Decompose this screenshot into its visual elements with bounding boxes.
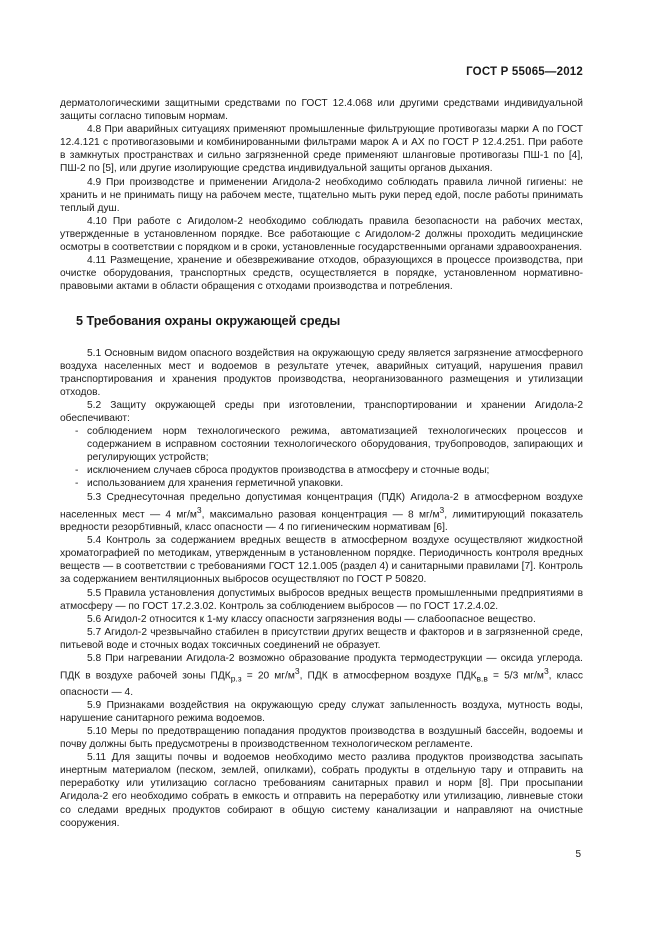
- paragraph-5-11: 5.11 Для защиты почвы и водоемов необходимо место разлива продуктов производства засыпать инертным материалом (песком, землей, опилками), собрать продукты в отдельную тару и отправить на переработку или утилизацию согласно требованиям санитарных правил и норм [8]. При просыпании Агидола-2 его необходимо собрать в емкость и отправить на переработку или утилизацию, ливневые стоки со следами вредных продуктов собирают в общую систему канализации и направляют на очистные сооружения.: [60, 752, 583, 829]
- paragraph-5-8: 5.8 При нагревании Агидола-2 возможно образование продукта термодеструкции — оксида углерода. ПДК в воздухе рабочей зоны $ПДК_{р.з} = 20$ $мг/м^3$, ПДК в атмосферном воздухе $ПДК_{в.в} = 5/3$ $мг/м^3$, класс опасности — 4.: [60, 653, 583, 698]
- superscript: 3: [543, 666, 549, 677]
- paragraph-5-5: 5.5 Правила установления допустимых выбросов вредных веществ промышленными предприятиями в атмосферу — по ГОСТ 17.2.3.02. Контроль за соблюдением выбросов — по ГОСТ 17.2.4.02.: [60, 587, 583, 612]
- section-5-heading: 5 Требования охраны окружающей среды: [76, 314, 341, 329]
- superscript: 3: [196, 504, 202, 515]
- paragraph-5-1: 5.1 Основным видом опасного воздействия на окружающую среду является загрязнение атмосферного воздуха населенных мест и водоемов в результате утечек, аварийных ситуаций, нарушения правил транспортирования и хранения продуктов производства, неорганизованного размещения и утилизации отходов.: [60, 347, 583, 398]
- paragraph-4-10: 4.10 При работе с Агидолом-2 необходимо соблюдать правила безопасности на рабочих местах, утвержденные в установленном порядке. Все работающие с Агидолом-2 должны проходить медицинские осмотры в соответствии с порядком и в сроки, установленные государственными органами здравоохранения.: [60, 215, 583, 254]
- document-id-header: ГОСТ Р 55065—2012: [466, 66, 583, 78]
- page-number: 5: [575, 849, 581, 860]
- paragraph-4-9: 4.9 При производстве и применении Агидола-2 необходимо соблюдать правила личной гигиены: не хранить и не принимать пищу на рабочем месте, тщательно мыть руки перед едой, после работы принимать теплый душ.: [60, 176, 583, 214]
- list-item-text: использованием для хранения герметичной упаковки.: [87, 478, 344, 490]
- paragraph-5-10: 5.10 Меры по предотвращению попадания продуктов производства в воздушный бассейн, водоемы и почву должны быть предусмотрены в производственном технологическом регламенте.: [60, 725, 583, 751]
- list-item: - соблюдением норм технологического режима, автоматизацией технологических процессов и содержанием в исправном состоянии технологического оборудования, трубопроводов, запирающих и регулирующих устройств;: [75, 426, 583, 464]
- subscript: в.в: [476, 673, 488, 684]
- paragraph-5-6: 5.6 Агидол-2 относится к 1-му классу опасности загрязнения воды — слабоопасное вещество.: [87, 613, 536, 625]
- list-item-text: соблюдением норм технологического режима, автоматизацией технологических процессов и содержанием в исправном состоянии технологического оборудования, трубопроводов, запирающих и регулирующих устройств;: [87, 426, 583, 464]
- list-item: - исключением случаев сброса продуктов производства в атмосферу и сточные воды;: [75, 465, 490, 477]
- paragraph-5-7: 5.7 Агидол-2 чрезвычайно стабилен в присутствии других веществ и факторов и в загрязненной среде, питьевой воде и сточных водах токсичных соединений не образует.: [60, 626, 583, 651]
- paragraph-4-8: 4.8 При аварийных ситуациях применяют промышленные фильтрующие противогазы марки А по ГОСТ 12.4.121 с противогазовыми и комбинированными фильтрами марок А и АХ по ГОСТ Р 12.4.251. При работе в замкнутых пространствах и сильно загрязненной среде применяют шланговые противогазы ПШ-1 по [4], ПШ-2 по [5], или другие изолирующие средства индивидуальной защиты органов дыхания.: [60, 124, 583, 175]
- paragraph-5-3: 5.3 Среднесуточная предельно допустимая концентрация (ПДК) Агидола-2 в атмосферном воздухе населенных мест — 4 $мг/м^3$, максимально разовая концентрация — 8 $мг/м^3$, лимитирующий показатель вредности резорбтивный, класс опасности — 4 по гигиеническим нормативам [6].: [60, 491, 583, 534]
- paragraph-continuation: дерматологическими защитными средствами по ГОСТ 12.4.068 или другими средствами индивидуальной защиты согласно типовым нормам.: [60, 98, 583, 123]
- paragraph-5-2: 5.2 Защиту окружающей среды при изготовлении, транспортировании и хранении Агидола-2 обеспечивают:: [60, 399, 583, 424]
- paragraph-5-4: 5.4 Контроль за содержанием вредных веществ в атмосферном воздухе осуществляют жидкостной хроматографией по методикам, утвержденным в установленном порядке. Периодичность контроля вредных веществ — в соответствии с требованиями ГОСТ 12.1.005 (раздел 4) и санитарными правилами [7]. Контроль за содержанием вентиляционных выбросов осуществляют по ГОСТ Р 50820.: [60, 535, 583, 586]
- paragraph-5-9: 5.9 Признаками воздействия на окружающую среду служат запыленность воздуха, мутность воды, нарушение санитарного режима водоемов.: [60, 699, 583, 724]
- subscript: р.з: [230, 673, 242, 684]
- paragraph-4-11: 4.11 Размещение, хранение и обезвреживание отходов, образующихся в процессе производства, при очистке оборудования, транспортных средств, осуществляется в порядке, установленном нормативно-правовыми актами в области обращения с отходами производства и потребления.: [60, 255, 583, 293]
- superscript: 3: [439, 504, 445, 515]
- document-body: [60, 97, 583, 830]
- superscript: 3: [294, 666, 300, 677]
- list-item-text: исключением случаев сброса продуктов производства в атмосферу и сточные воды;: [87, 465, 490, 477]
- list-item: - использованием для хранения герметичной упаковки.: [75, 478, 344, 490]
